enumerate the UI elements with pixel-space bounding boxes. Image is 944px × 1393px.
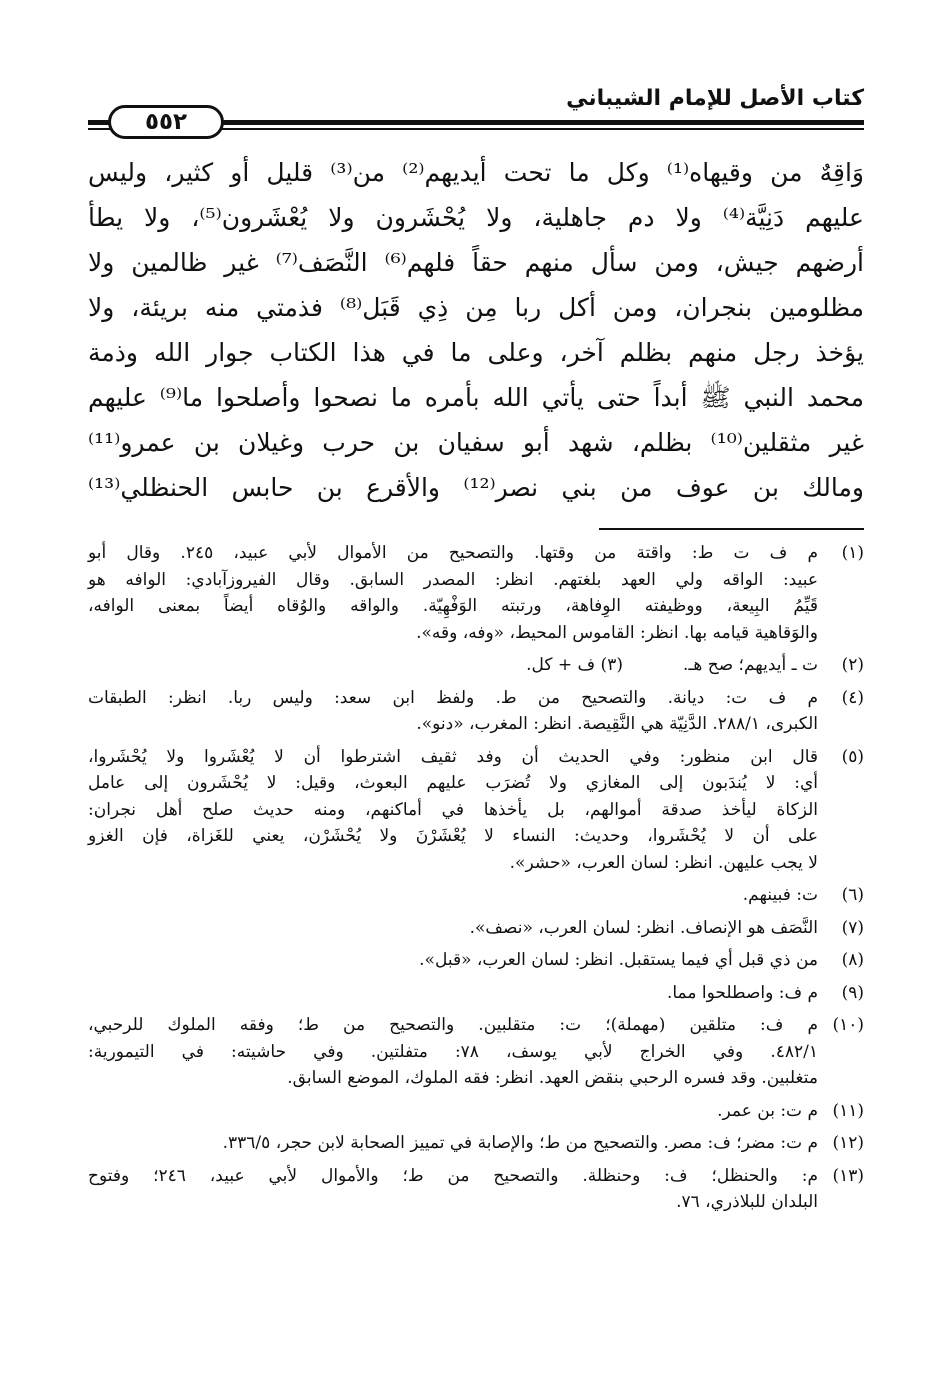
footnotes <box>88 540 864 1222</box>
footnote-2 <box>88 652 864 679</box>
footnote-number: (٨) <box>841 950 864 970</box>
footnote-line: م ف ت: ديانة. والتصحيح من ط. ولفظ ابن سعد: وليس ربا. انظر: الطبقات <box>88 687 818 708</box>
main-text-line: محمد النبي ﷺ أبداً حتى يأتي الله بأمره ما نصحوا وأصلحوا ما⁽⁹⁾ عليهم <box>88 383 864 412</box>
footnote-line: على أن لا يُحْشَروا، وحديث: النساء لا يُعْشَرْنَ ولا يُحْشَرْن، يعني للغَزاة، فإن الغزو <box>88 826 818 846</box>
footnote-line: لا يجب عليهن. انظر: لسان العرب، «حشر». <box>509 852 818 873</box>
footnote-text: ت ـ أيديهم؛ صح هـ. <box>682 655 818 675</box>
footnote-line: ت: فبينهم. <box>742 885 818 905</box>
running-title: كتاب الأصل للإمام الشيباني <box>566 86 864 111</box>
main-text-line: ومالك بن عوف من بني نصر⁽¹²⁾ والأقرع بن حابس الحنظلي⁽¹³⁾ <box>88 473 865 502</box>
footnote-8 <box>88 947 864 974</box>
footnote-line: م ف: متلقين (مهملة)؛ ت: متقلبين. والتصحيح من ط؛ وفقه الملوك للرحبي، <box>88 1015 818 1035</box>
footnote-9 <box>88 980 864 1007</box>
main-text-line: يؤخذ رجل منهم بظلم آخر، وعلى ما في هذا الكتاب جوار الله وذمة <box>88 338 864 367</box>
footnote-line: الكبرى، ٢٨٨/١. الدَّنِيّة هي النَّقِيصة. انظر: المغرب، «دنو». <box>416 714 818 734</box>
footnote-4 <box>88 685 864 738</box>
footnote-line: النَّصَف هو الإنصاف. انظر: لسان العرب، «نصف». <box>469 917 818 938</box>
footnote-line: م: والحنظل؛ ف: وحنظلة. والتصحيح من ط؛ والأموال لأبي عبيد، ٢٤٦؛ وفتوح <box>88 1165 818 1186</box>
footnote-number: (٢) <box>841 655 864 675</box>
footnote-line: من ذي قبل أي فيما يستقبل. انظر: لسان العرب، «قبل». <box>419 950 818 970</box>
footnote-line: الزكاة ليأخذ صدقة أموالهم، بل يأخذها في أماكنهم، ومنه حديث صلح أهل نجران: <box>88 799 818 820</box>
footnote-number: (٧) <box>841 917 864 938</box>
main-text-line: أرضهم جيش، ومن سأل منهم حقاً فلهم⁽⁶⁾ النَّصَف⁽⁷⁾ غير ظالمين ولا <box>88 248 864 277</box>
footnote-line: م ف ت ط: واقتة من وقتها. والتصحيح من الأموال لأبي عبيد، ٢٤٥. وقال أبو <box>88 543 818 563</box>
footnote-separator <box>599 528 864 530</box>
footnote-line: م ت: مضر؛ ف: مصر. والتصحيح من ط؛ والإصابة في تمييز الصحابة لابن حجر، ٣٣٦/٥. <box>222 1133 818 1153</box>
footnote-11 <box>88 1098 864 1125</box>
footnote-line: م ف: واصطلحوا مما. <box>666 982 818 1003</box>
footnote-number: (١١) <box>832 1100 864 1121</box>
main-text <box>88 150 864 510</box>
footnote-6 <box>88 882 864 909</box>
footnote-number: (١) <box>841 543 864 563</box>
main-text-line: مظلومين بنجران، ومن أكل ربا مِن ذِي قَبَل⁽⁸⁾ فذمتي منه بريئة، ولا <box>88 293 864 322</box>
footnote-7 <box>88 915 864 942</box>
page-number: ٥٥٢ <box>108 105 224 139</box>
footnote-10 <box>88 1012 864 1092</box>
footnote-line: أي: لا يُندَبون إلى المغازي ولا تُضرَب عليهم البعوث، وقيل: لا يُحْشَرون إلى عامل <box>88 773 818 793</box>
footnote-line: والوَقاهية قيامه بها. انظر: القاموس المحيط، «وفه، وقه». <box>416 622 818 643</box>
footnote-number: (١٠) <box>832 1015 864 1035</box>
footnote-number: (٩) <box>841 982 864 1003</box>
main-text-line: عليهم دَنِيَّة⁽⁴⁾ ولا دم جاهلية، ولا يُحْشَرون ولا يُعْشَرون⁽⁵⁾، ولا يطأ <box>88 203 864 232</box>
footnote-number: (١٢) <box>832 1133 864 1153</box>
footnote-13 <box>88 1163 864 1216</box>
footnote-number: (١٣) <box>832 1165 864 1186</box>
footnote-line: قال ابن منظور: وفي الحديث أن وفد ثقيف اشترطوا أن لا يُعْشَروا ولا يُحْشَروا، <box>88 746 818 767</box>
footnote-1 <box>88 540 864 646</box>
footnote-line: ٤٨٢/١. وفي الخراج لأبي يوسف، ٧٨: متفلتين. وفي حاشيته: في التيمورية: <box>88 1041 818 1062</box>
main-text-line: وَاقِهٌ من وقيهاه⁽¹⁾ وكل ما تحت أيديهم⁽²⁾ من⁽³⁾ قليل أو كثير، وليس <box>88 158 865 187</box>
book-page <box>88 0 864 1393</box>
footnote-12 <box>88 1130 864 1157</box>
footnote-line: قَيِّمُ البِيعة، ووظيفته الوِفاهة، ورتبته الوَفْهِيّة. والواقه والوُقاه أيضاً بمعنى الوافه، <box>88 596 818 616</box>
footnote-line: م ت: بن عمر. <box>717 1100 818 1121</box>
footnote-3-text: (٣) ف + كل. <box>526 655 623 675</box>
footnote-line: عبيد: الواقه ولي العهد بلغتهم. انظر: المصدر السابق. وقال الفيروزآبادي: الوافه هو <box>88 569 818 590</box>
footnote-line: متغلبين. وقد فسره الرحبي بنقض العهد. انظر: فقه الملوك، الموضع السابق. <box>287 1068 818 1088</box>
footnote-line: البلدان للبلاذري، ٧٦. <box>676 1192 818 1212</box>
main-text-line: غير مثقلين⁽¹⁰⁾ بظلم، شهد أبو سفيان بن حرب وغيلان بن عمرو⁽¹¹⁾ <box>88 428 864 457</box>
footnote-number: (٦) <box>841 885 864 905</box>
footnote-5 <box>88 744 864 877</box>
footnote-number: (٥) <box>841 746 864 767</box>
footnote-number: (٤) <box>841 687 864 708</box>
